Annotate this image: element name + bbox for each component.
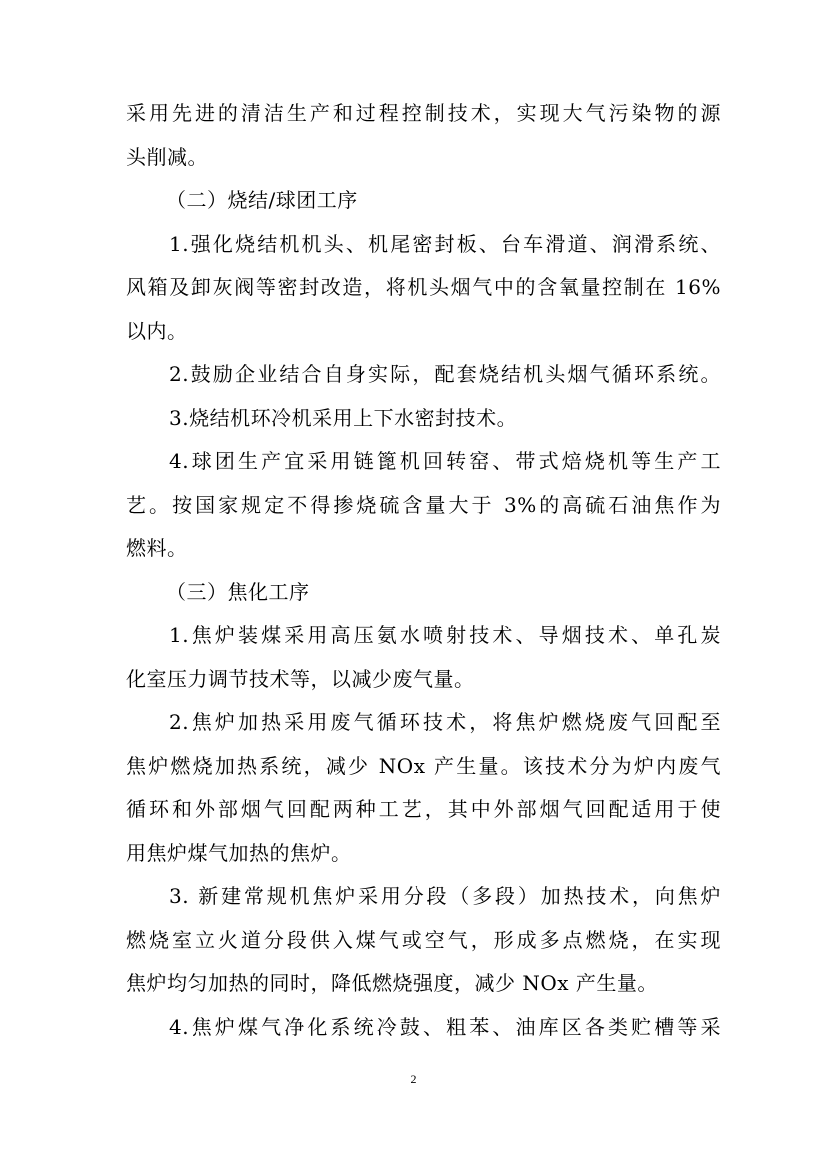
document-body — [126, 92, 721, 1049]
page-number: 2 — [410, 1072, 417, 1086]
paragraph-line: 用焦炉煤气加热的焦炉。 — [126, 840, 352, 865]
paragraph-line: 化室压力调节技术等，以减少废气量。 — [126, 666, 475, 691]
paragraph-line: 采用先进的清洁生产和过程控制技术，实现大气污染物的源 — [126, 101, 721, 125]
paragraph-line: 燃烧室立火道分段供入煤气或空气，形成多点燃烧，在实现 — [126, 927, 721, 952]
paragraph-line: 艺。按国家规定不得掺烧硫含量大于 3%的高硫石油焦作为 — [126, 492, 721, 517]
paragraph-line: 2.鼓励企业结合自身实际，配套烧结机头烟气循环系统。 — [169, 362, 721, 386]
paragraph-line: 1.焦炉装煤采用高压氨水喷射技术、导烟技术、单孔炭 — [169, 623, 721, 647]
paragraph-line: 以内。 — [126, 318, 188, 343]
paragraph-line: 燃料。 — [126, 536, 188, 560]
paragraph-line: 2.焦炉加热采用废气循环技术，将焦炉燃烧废气回配至 — [169, 710, 721, 734]
paragraph-line: 焦炉均匀加热的同时，降低燃烧强度，减少 NOx 产生量。 — [126, 971, 658, 995]
paragraph-line: 4.球团生产宜采用链篦机回转窑、带式焙烧机等生产工 — [169, 449, 721, 473]
section-heading: （三）焦化工序 — [166, 579, 310, 604]
paragraph-line: 4.焦炉煤气净化系统冷鼓、粗苯、油库区各类贮槽等采 — [169, 1014, 721, 1039]
paragraph-line: 头削减。 — [126, 144, 208, 169]
paragraph-line: 1.强化烧结机机头、机尾密封板、台车滑道、润滑系统、 — [169, 231, 721, 256]
paragraph-line: 3.烧结机环冷机采用上下水密封技术。 — [169, 405, 518, 430]
section-heading: （二）烧结/球团工序 — [166, 188, 358, 212]
paragraph-line: 3. 新建常规机焦炉采用分段（多段）加热技术，向焦炉 — [169, 884, 721, 908]
paragraph-line: 循环和外部烟气回配两种工艺，其中外部烟气回配适用于使 — [126, 797, 721, 821]
paragraph-line: 焦炉燃烧加热系统，减少 NOx 产生量。该技术分为炉内废气 — [126, 753, 721, 778]
paragraph-line: 风箱及卸灰阀等密封改造，将机头烟气中的含氧量控制在 16% — [126, 275, 721, 299]
